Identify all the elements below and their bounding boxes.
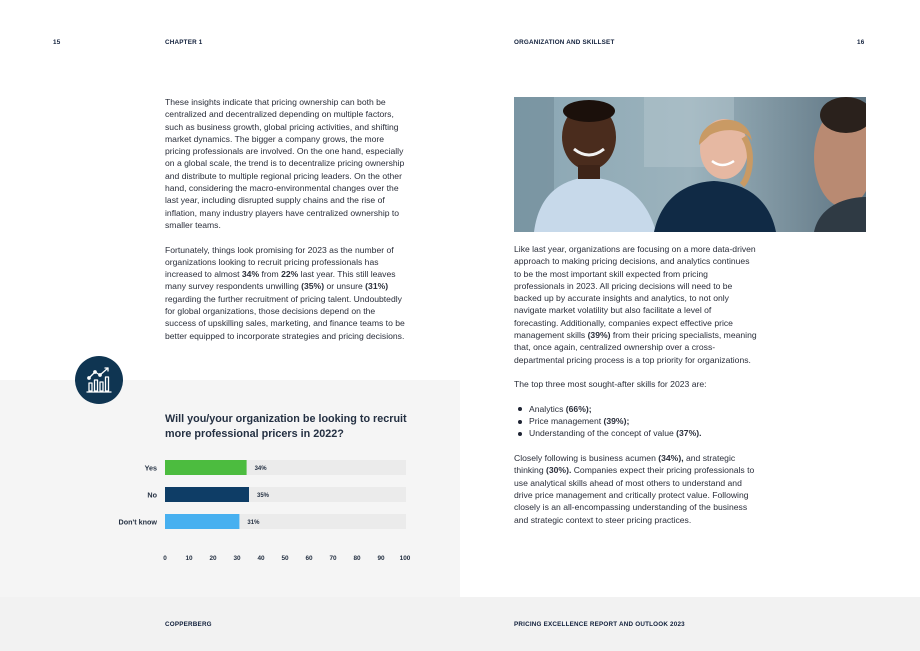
x-tick-label: 30 xyxy=(233,555,241,562)
x-tick-label: 0 xyxy=(163,555,167,562)
right-text-column xyxy=(514,243,758,538)
left-text-column xyxy=(165,96,408,354)
bar-yes xyxy=(165,460,247,475)
category-label: No xyxy=(147,490,157,500)
left-paragraph-2: Fortunately, things look promising for 2023 as the number of organizations looking to recruit pricing professionals has increased to almost 34% from 22% last year. This still leaves many survey respondents unwilling (35%) or unsure (31%) regarding the further recruitment of pricing talent. Undoubtedly for global organizations, those decisions depend on the success of upskilling sales, marketing, and finance teams to be better equipped to incorporate strategies and pricing decisions. xyxy=(165,244,405,341)
x-tick-label: 70 xyxy=(329,555,337,562)
skills-list xyxy=(514,403,758,440)
right-paragraph-3: Closely following is business acumen (34%), and strategic thinking (30%). Companies expect their pricing professionals to use analytical skills ahead of most others to understand and drive price management and critically protect value. Following closely is an all-encompassing understanding of the business and strategic context to steer pricing practices. xyxy=(514,453,755,525)
category-label: Don't know xyxy=(118,517,157,527)
x-tick-label: 50 xyxy=(281,555,289,562)
footer-brand: COPPERBERG xyxy=(165,621,212,628)
bar-no xyxy=(165,487,249,502)
x-tick-label: 40 xyxy=(257,555,265,562)
bar-don-t-know xyxy=(165,514,239,529)
footer-report-title: PRICING EXCELLENCE REPORT AND OUTLOOK 2023 xyxy=(514,621,685,628)
category-label: Yes xyxy=(144,463,157,473)
list-item: Understanding of the concept of value (37%). xyxy=(514,427,758,439)
bar-chart xyxy=(0,380,460,597)
meeting-photo xyxy=(514,97,866,232)
x-tick-label: 90 xyxy=(377,555,385,562)
x-tick-label: 80 xyxy=(353,555,361,562)
chapter-label: CHAPTER 1 xyxy=(165,39,203,46)
x-tick-label: 20 xyxy=(209,555,217,562)
left-paragraph-1: These insights indicate that pricing ownership can both be centralized and decentralized depending on multiple factors, such as business growth, global pricing activities, and shifting market dynamics. The bigger a company grows, the more pricing professionals are involved. On the one hand, especially on a global scale, the trend is to decentralize pricing ownership and distribute to multiple regional pricing leaders. On the other hand, considering the macro-environmental changes over the last year, including disrupted supply chains and the rise of inflation, many industry players have centralized ownership to smaller teams. xyxy=(165,97,405,230)
chart-title: Will you/your organization be looking to recruit more professional pricers in 2022? xyxy=(165,413,407,440)
value-label: 35% xyxy=(257,493,270,499)
value-label: 34% xyxy=(254,466,267,472)
footer-band xyxy=(0,597,920,651)
x-tick-label: 60 xyxy=(305,555,313,562)
section-label: ORGANIZATION AND SKILLSET xyxy=(514,39,615,46)
people-photo-illustration xyxy=(514,97,866,232)
right-paragraph-2: The top three most sought-after skills for 2023 are: xyxy=(514,379,707,390)
list-item: Price management (39%); xyxy=(514,415,758,427)
value-label: 31% xyxy=(247,520,260,526)
right-paragraph-1: Like last year, organizations are focusing on a more data-driven approach to making pricing decisions, and analytics continues to be the most important skill expected from pricing professionals in 2023. All pricing decisions will need to be backed up by accurate insights and analytics, to not only navigate market volatility but also facilitate a level of forecasting. Additionally, companies expect effective price management skills (39%) from their pricing specialists, meaning that, once again, centralized ownership over a cross-departmental pricing process is a top priority for organizations. xyxy=(514,244,757,365)
x-tick-label: 100 xyxy=(399,555,411,562)
right-page-number: 16 xyxy=(857,39,865,46)
x-tick-label: 10 xyxy=(185,555,193,562)
left-page-number: 15 xyxy=(53,39,61,46)
list-item: Analytics (66%); xyxy=(514,403,758,415)
